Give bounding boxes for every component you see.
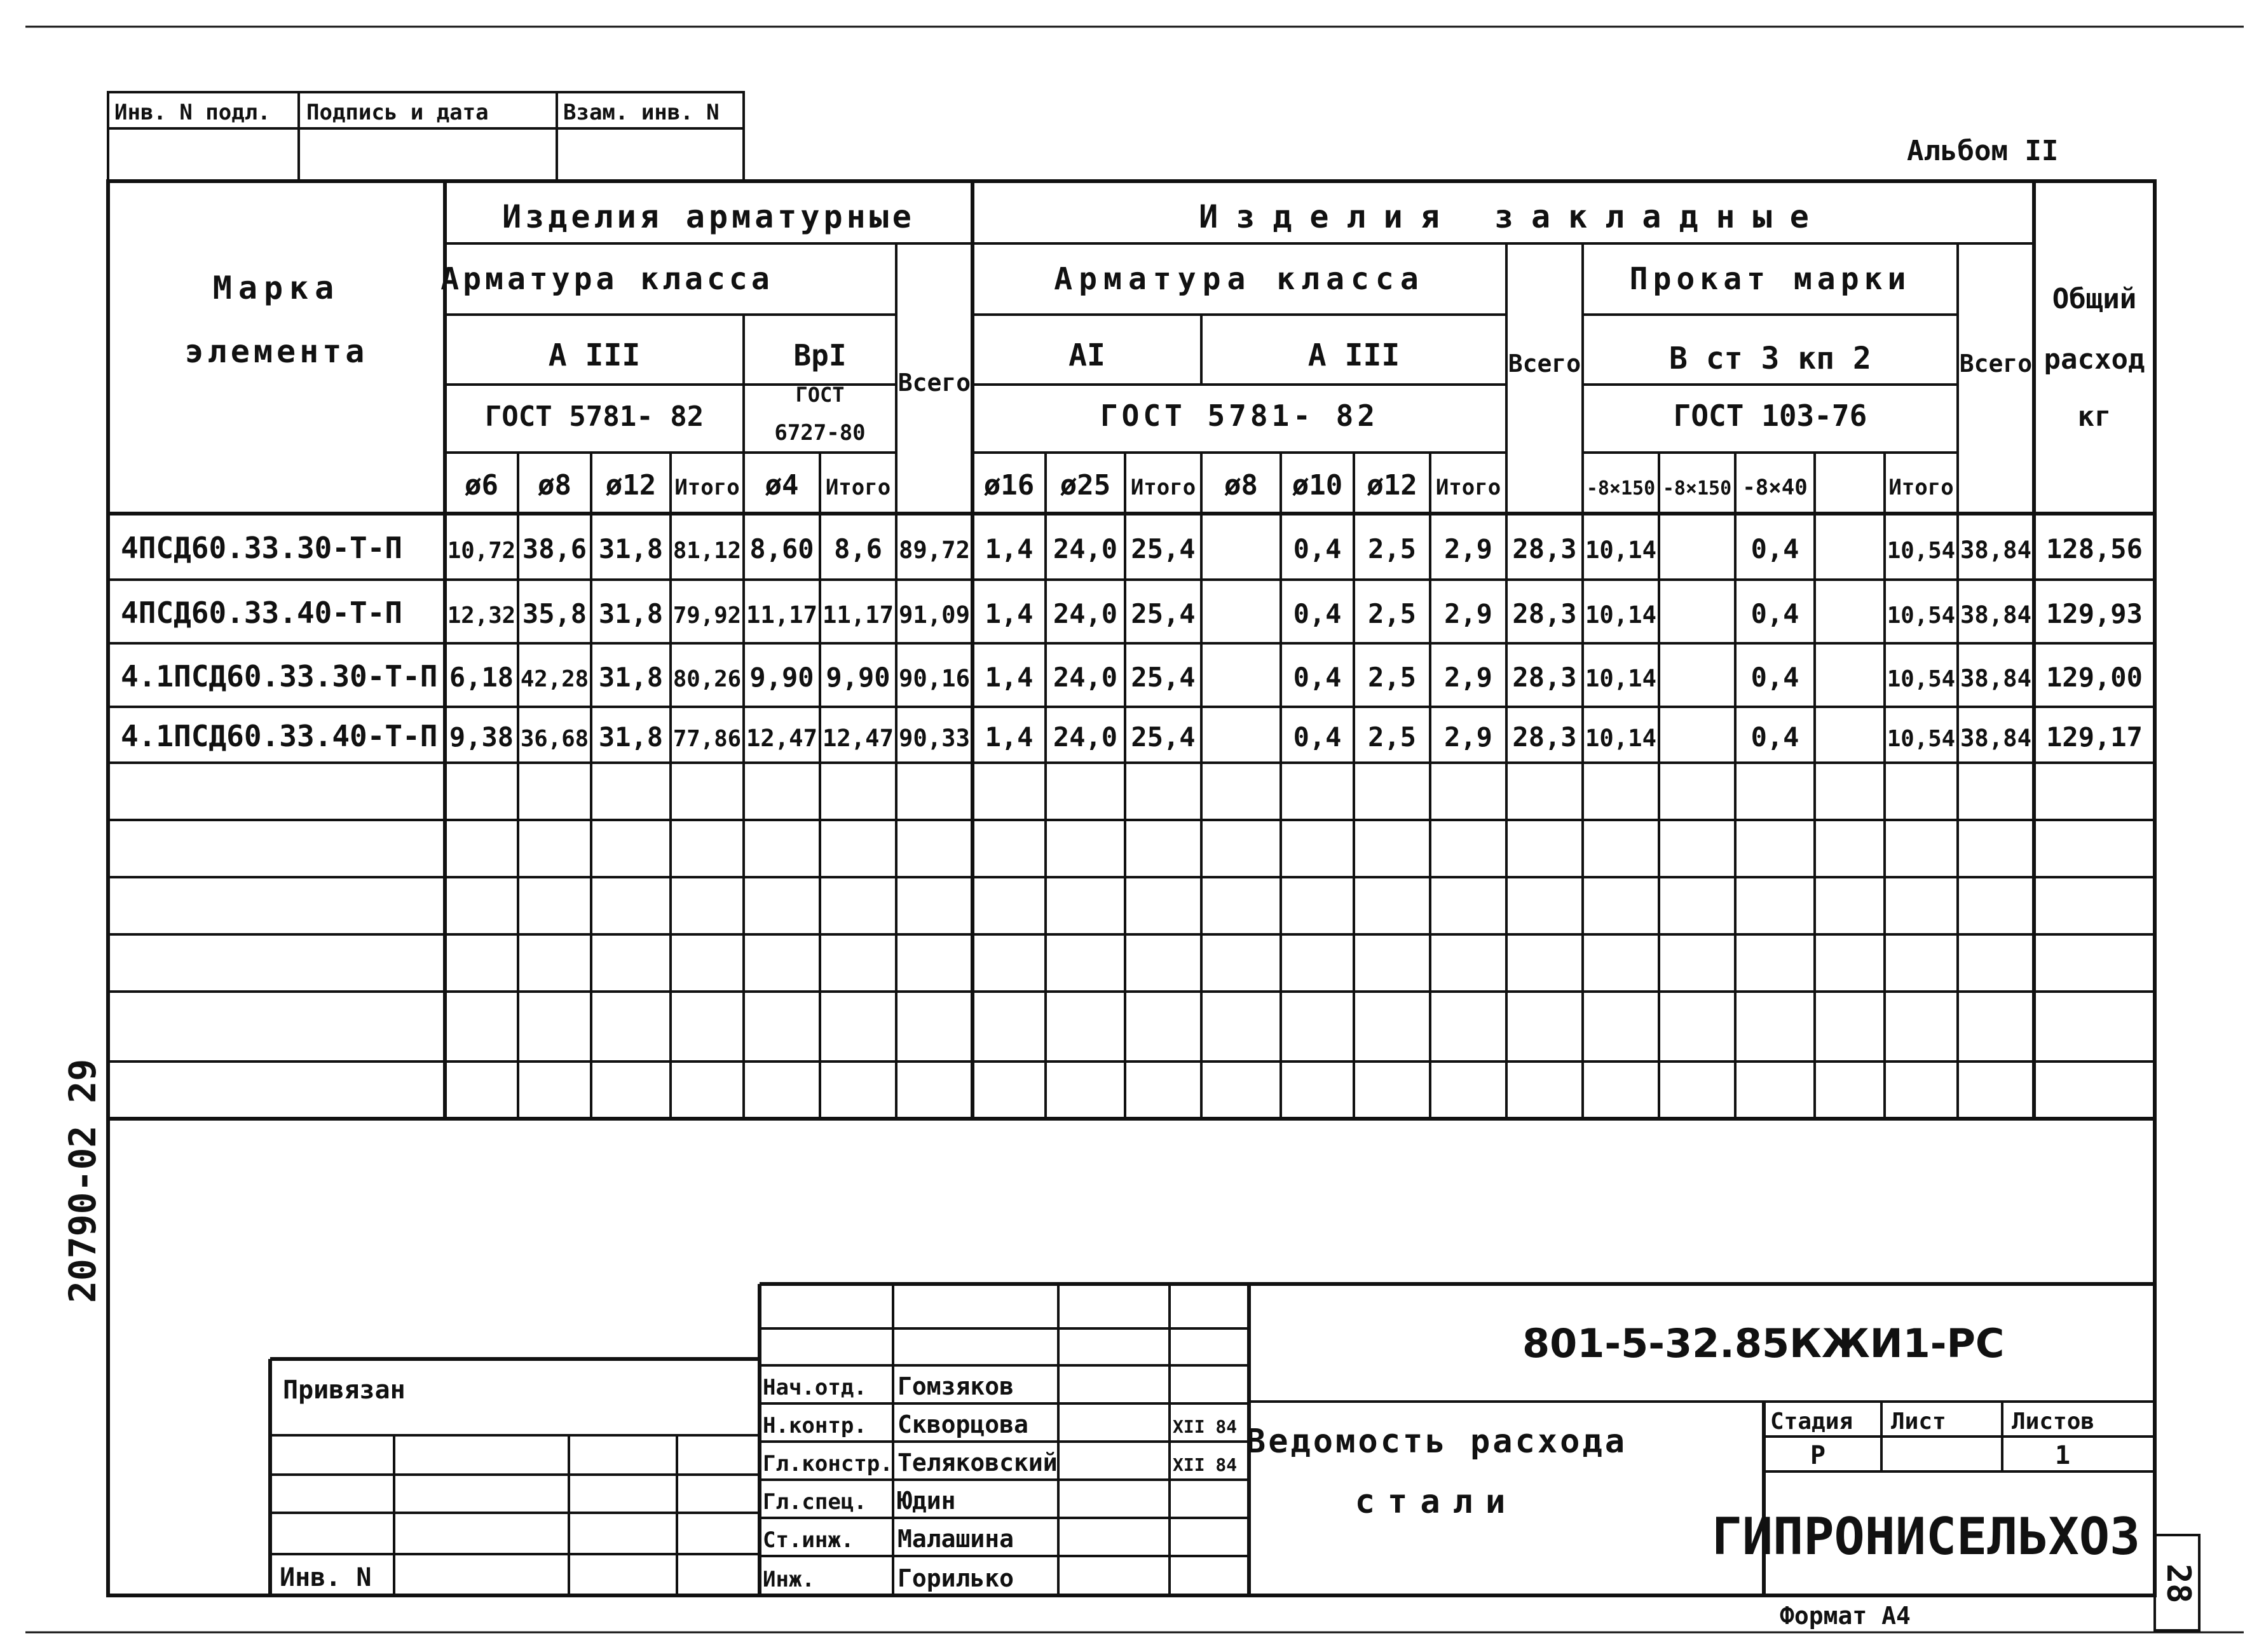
table-cell: 24,0 [1053, 533, 1118, 564]
stamp-replace-label: Взам. инв. N [563, 100, 720, 125]
header-total-3: кг [2077, 400, 2112, 433]
table-cell: 28,3 [1512, 721, 1577, 753]
table-cell: 90,16 [899, 664, 970, 692]
header-vsego-3: Всего [1959, 350, 2033, 378]
header-element: элемента [184, 333, 369, 370]
table-cell: 38,84 [1960, 664, 2031, 692]
staff-role: Ст.инж. [763, 1527, 854, 1553]
subheader-cell: ø25 [1060, 469, 1111, 502]
title-block [270, 1284, 2199, 1630]
subheader-cell: ø12 [1367, 469, 1417, 502]
table-cell: 12,32 [447, 603, 516, 629]
table-cell: 0,4 [1293, 598, 1342, 629]
listov-label: Листов [2012, 1409, 2095, 1435]
table-header [185, 198, 2145, 446]
staff-role: Нач.отд. [763, 1375, 867, 1400]
table-cell: 31,8 [598, 598, 664, 629]
table-cell: 0,4 [1750, 533, 1799, 564]
header-vst: В ст 3 кп 2 [1669, 341, 1871, 376]
staff-role: Н.контр. [763, 1413, 867, 1438]
table-cell: 38,84 [1960, 724, 2031, 752]
table-cell: 9,90 [826, 662, 891, 693]
subheader-cell: Итого [825, 475, 891, 500]
table-cell: 2,9 [1444, 533, 1492, 564]
subheader-cell: ø6 [465, 469, 498, 502]
staff-list [763, 1372, 1237, 1592]
table-cell: 6,18 [449, 662, 514, 693]
table-cell: 42,28 [520, 666, 589, 692]
table-cell: 31,8 [598, 662, 664, 693]
table-cell: 10,54 [1887, 666, 1956, 692]
table-cell: 91,09 [899, 601, 970, 629]
subheader-cell: ø8 [1224, 469, 1258, 502]
header-armatur-class: Арматура класса [440, 261, 774, 297]
table-cell: 10,14 [1585, 724, 1656, 752]
subheader-cell: Итого [1130, 475, 1196, 500]
table-cell: 12,47 [746, 724, 817, 752]
table-cell: 9,38 [449, 721, 514, 753]
document-title-line2: стали [1355, 1483, 1518, 1521]
table-cell: 10,14 [1585, 601, 1656, 629]
main-frame [108, 181, 2155, 1595]
staff-date: XII 84 [1173, 1454, 1238, 1475]
staff-name: Малашина [897, 1525, 1014, 1553]
table-cell: 1,4 [985, 533, 1034, 564]
table-cell: 81,12 [672, 538, 742, 564]
subheader-cell: ø4 [765, 469, 799, 502]
table-cell: 0,4 [1293, 533, 1342, 564]
table-cell: 11,17 [746, 601, 817, 629]
header-bp1: ВрI [793, 338, 847, 372]
table-cell: 1,4 [985, 662, 1034, 693]
table-cell: 1,4 [985, 721, 1034, 753]
table-cell: 31,8 [598, 533, 664, 564]
header-total-2: расход [2044, 343, 2145, 376]
table-cell: 10,72 [447, 538, 516, 564]
table-cell: 2,5 [1368, 598, 1416, 629]
element-mark: 4ПСД60.33.30-Т-П [121, 531, 403, 565]
table-cell: 35,8 [522, 598, 587, 629]
table-cell: 2,9 [1444, 598, 1492, 629]
table-cell: 9,90 [749, 662, 814, 693]
side-archive-number: 20790-02 29 [61, 1058, 104, 1303]
subheader-cell: ø10 [1292, 469, 1343, 502]
table-cell: 12,47 [822, 724, 894, 752]
header-zaklad-class: Арматура класса [1054, 261, 1425, 297]
staff-name: Теляковский [897, 1449, 1058, 1477]
table-cell: 2,9 [1444, 662, 1492, 693]
table-cell: 2,5 [1368, 533, 1416, 564]
header-prokat: Прокат марки [1629, 261, 1911, 297]
table-cell: 10,14 [1585, 664, 1656, 692]
subheader-cell: Итого [674, 475, 740, 500]
table-cell: 25,4 [1131, 662, 1196, 693]
table-cell: 24,0 [1053, 662, 1118, 693]
element-mark: 4ПСД60.33.40-Т-П [121, 596, 403, 630]
table-cell: 25,4 [1131, 533, 1196, 564]
staff-name: Скворцова [897, 1410, 1028, 1438]
subheader-cell: ø8 [538, 469, 571, 502]
header-marka: Марка [212, 270, 341, 306]
table-cell: 129,17 [2046, 721, 2143, 753]
header-gost-5781-b: ГОСТ 5781- 82 [1100, 399, 1379, 433]
subheader-cell: Итого [1888, 475, 1954, 500]
table-cell: 28,3 [1512, 662, 1577, 693]
table-cell: 2,5 [1368, 662, 1416, 693]
element-mark: 4.1ПСД60.33.40-Т-П [121, 719, 438, 753]
diameter-subheader [465, 469, 1954, 502]
stamp-sign-label: Подпись и дата [306, 100, 489, 125]
table-cell: 38,84 [1960, 536, 2031, 564]
table-cell: 38,84 [1960, 601, 2031, 629]
format-label: Формат А4 [1780, 1602, 1911, 1630]
document-code: 801-5-32.85КЖИ1-РС [1522, 1320, 2005, 1367]
table-cell: 2,5 [1368, 721, 1416, 753]
header-gost-6727-line1: ГОСТ [795, 383, 845, 407]
table-cell: 79,92 [672, 603, 742, 629]
table-cell: 129,93 [2046, 598, 2143, 629]
header-gost-103: ГОСТ 103-76 [1673, 399, 1867, 433]
inv-label: Инв. N [280, 1563, 372, 1592]
table-cell: 10,54 [1887, 726, 1956, 752]
staff-role: Инж. [763, 1567, 815, 1592]
table-cell: 25,4 [1131, 721, 1196, 753]
staff-name: Гомзяков [897, 1372, 1014, 1400]
subheader-cell: -8×150 [1662, 477, 1732, 500]
table-cell: 11,17 [822, 601, 894, 629]
organization-name: ГИПРОНИСЕЛЬХОЗ [1711, 1507, 2141, 1566]
staff-role: Гл.спец. [763, 1489, 867, 1515]
subheader-cell: -8×150 [1586, 477, 1656, 500]
table-cell: 36,68 [520, 726, 589, 752]
table-cell: 89,72 [899, 536, 970, 564]
table-cell: 90,33 [899, 724, 970, 752]
table-cell: 31,8 [598, 721, 664, 753]
table-cell: 10,54 [1887, 603, 1956, 629]
subheader-cell: -8×40 [1742, 475, 1808, 500]
header-gost-6727-line2: 6727-80 [774, 420, 866, 446]
staff-date: XII 84 [1173, 1416, 1238, 1437]
table-cell: 80,26 [672, 666, 742, 692]
table-cell: 0,4 [1293, 662, 1342, 693]
header-zaklad-group: Изделия закладные [1199, 198, 1827, 235]
sheet-number: 28 [2159, 1564, 2197, 1604]
table-cell: 28,3 [1512, 598, 1577, 629]
header-total-1: Общий [2052, 283, 2137, 315]
stamp-inv-label: Инв. N подл. [114, 100, 271, 125]
header-a1: АI [1068, 338, 1105, 373]
stadiya-label: Стадия [1770, 1409, 1853, 1435]
table-cell: 28,3 [1512, 533, 1577, 564]
staff-name: Горилько [897, 1564, 1014, 1592]
table-cell: 0,4 [1750, 662, 1799, 693]
album-label: Альбом II [1907, 135, 2059, 167]
table-cell: 0,4 [1750, 598, 1799, 629]
staff-name: Юдин [897, 1487, 956, 1515]
top-stamp [108, 92, 744, 181]
table-cell: 8,60 [749, 533, 814, 564]
stadiya-value: Р [1810, 1441, 1826, 1470]
header-a3: А III [548, 338, 641, 373]
table-cell: 129,00 [2046, 662, 2143, 693]
header-armatur-group: Изделия арматурные [502, 198, 915, 235]
subheader-cell: ø12 [605, 469, 657, 502]
table-cell: 0,4 [1293, 721, 1342, 753]
privyazan-label: Привязан [283, 1376, 406, 1405]
header-gost-5781-a: ГОСТ 5781- 82 [484, 400, 704, 433]
table-cell: 25,4 [1131, 598, 1196, 629]
staff-role: Гл.констр. [763, 1451, 893, 1477]
header-vsego-1: Всего [897, 369, 971, 397]
table-cell: 77,86 [672, 726, 742, 752]
table-cell: 8,6 [834, 533, 882, 564]
table-cell: 0,4 [1750, 721, 1799, 753]
list-label: Лист [1891, 1409, 1946, 1435]
subheader-cell: Итого [1435, 475, 1501, 500]
table-cell: 128,56 [2046, 533, 2143, 564]
subheader-cell: ø16 [983, 469, 1035, 502]
listov-value: 1 [2054, 1441, 2071, 1470]
header-a3b: А III [1307, 338, 1400, 373]
table-cell: 10,14 [1585, 536, 1656, 564]
document-title-line1: Ведомость расхода [1245, 1423, 1628, 1461]
steel-table [108, 181, 2155, 1119]
table-cell: 1,4 [985, 598, 1034, 629]
table-cell: 38,6 [522, 533, 587, 564]
element-mark: 4.1ПСД60.33.30-Т-П [121, 659, 438, 693]
table-cell: 10,54 [1887, 538, 1956, 564]
header-vsego-2: Всего [1508, 350, 1581, 378]
table-cell: 24,0 [1053, 721, 1118, 753]
table-cell: 24,0 [1053, 598, 1118, 629]
table-cell: 2,9 [1444, 721, 1492, 753]
